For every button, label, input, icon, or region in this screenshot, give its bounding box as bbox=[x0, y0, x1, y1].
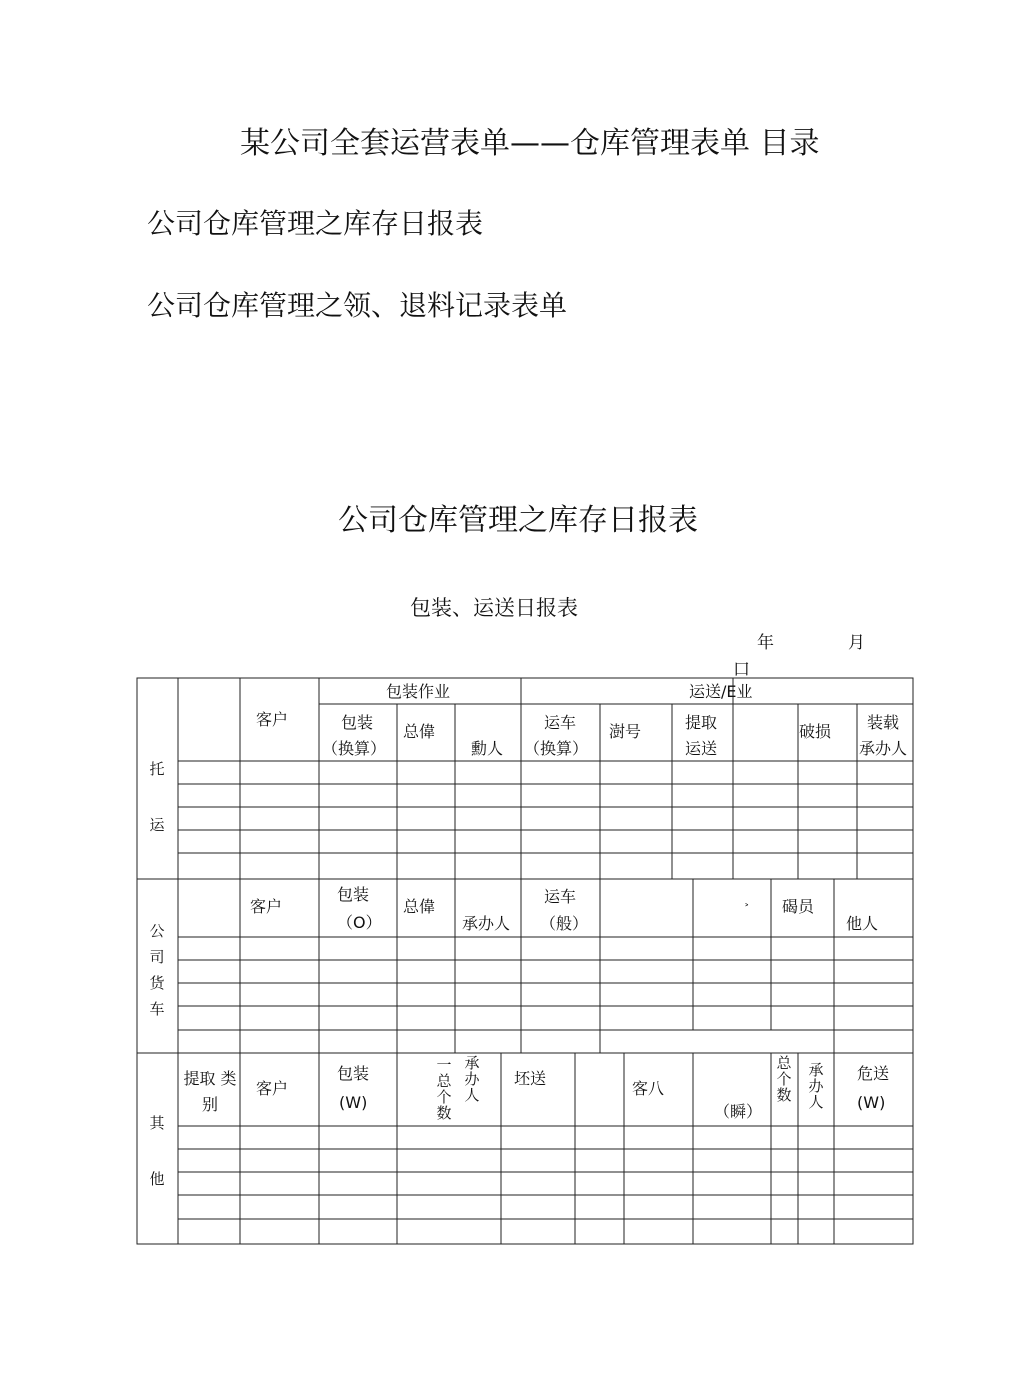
header-pack-convert: （换算） bbox=[322, 739, 387, 758]
toc-item-material[interactable]: 公司仓库管理之领、退料记录表单 bbox=[147, 289, 568, 322]
header-pack-3-unit: (W) bbox=[339, 1093, 368, 1112]
header-damage: 破损 bbox=[799, 722, 832, 741]
header-other-2: 他人 bbox=[846, 914, 879, 933]
header-handler2-3: 承办人 bbox=[808, 1061, 824, 1111]
header-danger-3: 危送 bbox=[857, 1064, 890, 1083]
header-customer: 客户 bbox=[256, 710, 289, 729]
header-load: 装载 bbox=[867, 713, 900, 732]
header-mark-2: ˃ bbox=[744, 902, 750, 915]
header-total: 总偉 bbox=[403, 722, 436, 741]
header-worker: 勳人 bbox=[471, 739, 504, 758]
header-danger-3-unit: (W) bbox=[857, 1093, 886, 1112]
header-pack-3: 包装 bbox=[337, 1064, 370, 1083]
side-label-qita: 其他 bbox=[149, 1114, 165, 1188]
header-count-3: 一总个数 bbox=[436, 1056, 452, 1122]
header-truck-2-type: （般） bbox=[540, 914, 589, 933]
header-total-2: 总偉 bbox=[403, 897, 436, 916]
header-handler-2: 承办人 bbox=[462, 914, 511, 933]
header-pick-3: 提取 类别 bbox=[183, 1069, 237, 1114]
header-pack-group: 包装作业 bbox=[386, 682, 451, 701]
header-pack-2-unit: （O） bbox=[337, 913, 382, 932]
toc-item-inventory[interactable]: 公司仓库管理之库存日报表 bbox=[147, 207, 484, 240]
header-load-handler: 承办人 bbox=[859, 739, 908, 758]
header-count2-3: 总个数 bbox=[776, 1054, 792, 1104]
header-customer-2: 客户 bbox=[250, 897, 283, 916]
header-return-3: 坯送 bbox=[514, 1069, 547, 1088]
header-pack: 包装 bbox=[341, 713, 374, 732]
side-label-gongsi: 公司货车 bbox=[149, 922, 165, 1018]
header-customer-3: 客户 bbox=[256, 1079, 289, 1098]
header-ship-group: 运送/E业 bbox=[689, 682, 753, 701]
section-title: 公司仓库管理之库存日报表 bbox=[338, 503, 698, 538]
header-pick: 提取 bbox=[685, 713, 718, 732]
side-label-tuoyun: 托运 bbox=[149, 760, 165, 834]
header-pick-ship: 运送 bbox=[685, 739, 718, 758]
date-month: 月 bbox=[848, 633, 865, 653]
header-truck-2: 运车 bbox=[544, 887, 577, 906]
header-handler-3: 承办人 bbox=[464, 1054, 480, 1104]
header-guest-3: 客八 bbox=[632, 1079, 665, 1098]
date-day: 口 bbox=[733, 660, 750, 680]
table-title: 包装、运送日报表 bbox=[410, 596, 578, 620]
header-instant-3: （瞬） bbox=[714, 1102, 763, 1121]
header-truck: 运车 bbox=[544, 713, 577, 732]
header-number: 澍号 bbox=[609, 722, 642, 741]
header-pack-2: 包装 bbox=[337, 885, 370, 904]
header-truck-convert: （换算） bbox=[524, 739, 589, 758]
header-member-2: 碣员 bbox=[782, 897, 815, 916]
date-year: 年 bbox=[757, 633, 774, 653]
main-title: 某公司全套运营表单——仓库管理表单 目录 bbox=[240, 126, 820, 161]
